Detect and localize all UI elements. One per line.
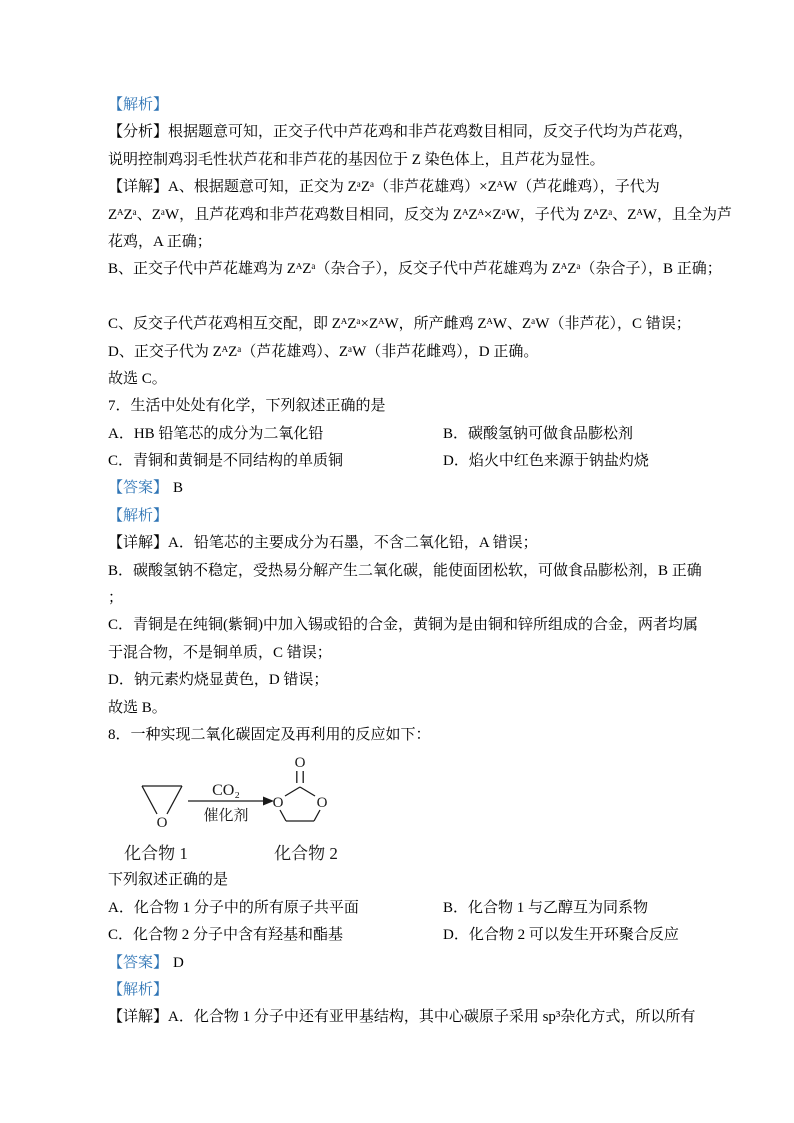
q8-options-row-ab xyxy=(108,895,708,922)
answer-label: 【答案】 xyxy=(108,954,169,971)
q7-options-row-cd xyxy=(108,448,708,475)
q6-jiexi-heading xyxy=(108,92,708,119)
q7-option-c: C．青铜和黄铜是不同结构的单质铜 xyxy=(108,453,344,470)
reaction-scheme-svg xyxy=(108,749,388,867)
oxygen-atom-label: O xyxy=(316,795,328,812)
q8-reaction-diagram xyxy=(108,749,708,867)
q7-detail-b-line2: ； xyxy=(108,590,124,607)
q7-answer-letter: B xyxy=(173,480,184,497)
q6-fenxi-line2: 说明控制鸡羽毛性状芦花和非芦花的基因位于 Z 染色体上，且芦花为显性。 xyxy=(108,151,605,168)
q6-detail-a-line2: ZᴬZᵃ、ZᵃW，且芦花鸡和非芦花鸡数目相同，反交为 ZᴬZᴬ×ZᵃW，子代为 ZᴬZᵃ、ZᴬW，且全为芦 xyxy=(108,206,732,223)
q8-answer-letter: D xyxy=(173,954,184,971)
q6-detail-a-line3: 花鸡，A 正确； xyxy=(108,233,212,250)
oxygen-atom-label: O xyxy=(272,795,284,812)
paragraph-spacer xyxy=(108,284,708,311)
compound1-caption: 化合物 1 xyxy=(124,844,188,864)
compound1-structure xyxy=(142,786,182,831)
q8-stem: 8．一种实现二氧化碳固定及再利用的反应如下： xyxy=(108,726,431,743)
compound2-structure xyxy=(273,755,328,821)
q7-options-row-ab xyxy=(108,421,708,448)
q7-detail-d: D．钠元素灼烧显黄色，D 错误； xyxy=(108,672,329,689)
q8-options-row-cd xyxy=(108,922,708,949)
q6-conclusion: 故选 C。 xyxy=(108,370,167,387)
catalyst-condition-label: 催化剂 xyxy=(203,808,249,825)
jiexi-label: 【解析】 xyxy=(108,507,169,524)
jiexi-label: 【解析】 xyxy=(108,97,169,113)
q6-fenxi-line1: 【分析】根据题意可知，正交子代中芦花鸡和非芦花鸡数目相同，反交子代均为芦花鸡， xyxy=(108,124,694,141)
q7-detail-b-line1: B．碳酸氢钠不稳定，受热易分解产生二氧化碳，能使面团松软，可做食品膨松剂，B 正确 xyxy=(108,562,702,579)
q8-option-d: D．化合物 2 可以发生开环聚合反应 xyxy=(443,927,679,944)
q6-detail-d: D、正交子代为 ZᴬZᵃ（芦花雄鸡）、ZᵃW（非芦花雌鸡），D 正确。 xyxy=(108,343,539,360)
reaction-arrow xyxy=(188,782,274,824)
q7-option-d: D．焰火中红色来源于钠盐灼烧 xyxy=(443,453,649,470)
oxygen-atom-label: O xyxy=(294,755,306,772)
document-body xyxy=(108,92,732,1032)
q6-detail-b: B、正交子代中芦花雄鸡为 ZᴬZᵃ（杂合子），反交子代中芦花雄鸡为 ZᴬZᵃ（杂合子），B 正确； xyxy=(108,261,722,278)
q8-jiexi-heading xyxy=(108,977,708,1004)
q7-stem: 7．生活中处处有化学，下列叙述正确的是 xyxy=(108,398,386,415)
q8-detail-line1: 【详解】A．化合物 1 分子中还有亚甲基结构，其中心碳原子采用 sp³杂化方式，所以所有 xyxy=(108,1009,696,1026)
q7-option-a: A．HB 铅笔芯的成分为二氧化铅 xyxy=(108,425,324,442)
q7-option-b: B．碳酸氢钠可做食品膨松剂 xyxy=(443,425,634,442)
q7-detail-c-line2: 于混合物，不是铜单质，C 错误； xyxy=(108,644,332,661)
q7-detail-a: 【详解】A．铅笔芯的主要成分为石墨，不含二氧化铅，A 错误； xyxy=(108,535,538,552)
q8-option-c: C．化合物 2 分子中含有羟基和酯基 xyxy=(108,927,344,944)
q7-conclusion: 故选 B。 xyxy=(108,699,167,716)
jiexi-label: 【解析】 xyxy=(108,981,169,998)
oxygen-atom-label: O xyxy=(156,815,168,832)
q8-option-b: B．化合物 1 与乙醇互为同系物 xyxy=(443,899,649,916)
co2-reagent-label: CO₂ xyxy=(212,782,240,800)
answer-label: 【答案】 xyxy=(108,480,169,497)
compound2-caption: 化合物 2 xyxy=(274,844,338,864)
q6-detail-a-line1: 【详解】A、根据题意可知，正交为 ZᵃZᵃ（非芦花雄鸡）×ZᴬW（芦花雌鸡），子代为 xyxy=(108,179,660,196)
q6-detail-c: C、反交子代芦花鸡相互交配，即 ZᴬZᵃ×ZᴬW，所产雌鸡 ZᴬW、ZᵃW（非芦花），C 错误； xyxy=(108,316,691,333)
q8-option-a: A．化合物 1 分子中的所有原子共平面 xyxy=(108,899,359,916)
q7-detail-c-line1: C．青铜是在纯铜(紫铜)中加入锡或铅的合金，黄铜为是由铜和锌所组成的合金，两者均属 xyxy=(108,617,698,634)
q7-answer-line xyxy=(108,475,708,502)
q7-jiexi-heading xyxy=(108,503,708,530)
q8-answer-line xyxy=(108,950,708,977)
q8-question-line: 下列叙述正确的是 xyxy=(108,872,229,889)
